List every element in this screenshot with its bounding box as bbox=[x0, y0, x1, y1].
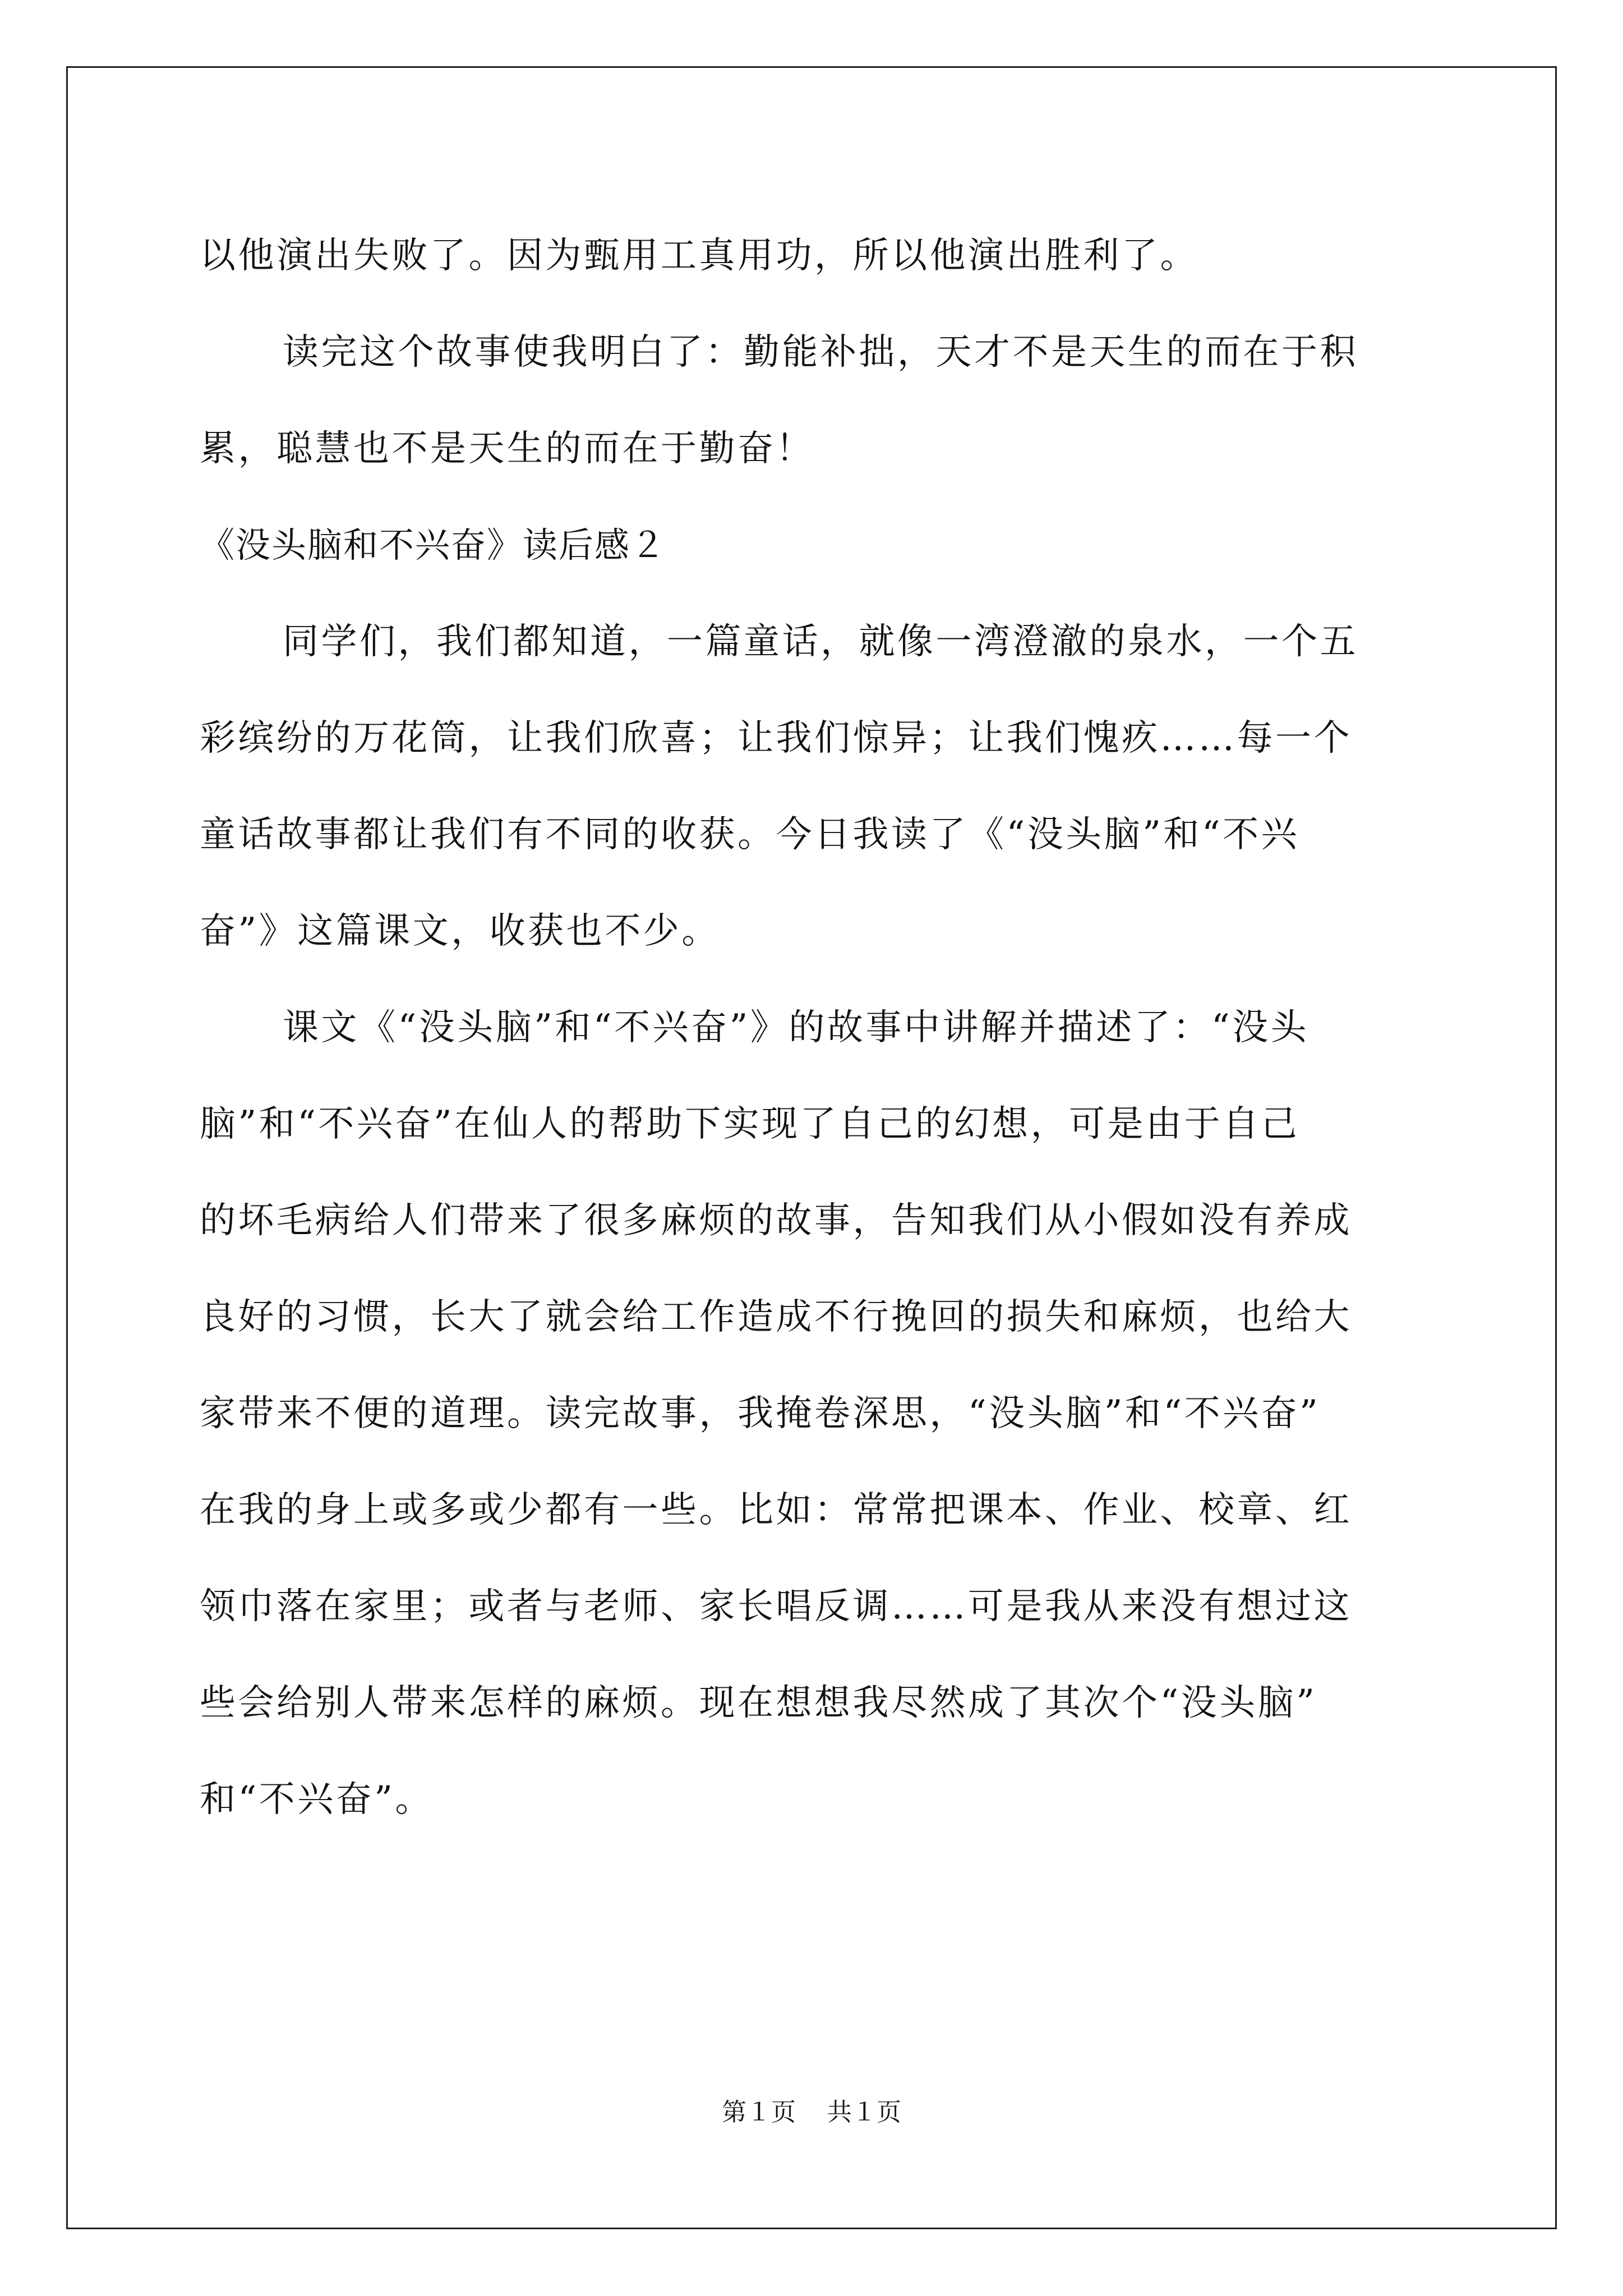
text-line: 童话故事都让我们有不同的收获。今日我读了《“没头脑”和“不兴 bbox=[200, 814, 1300, 855]
page-number: 第１页 bbox=[722, 2098, 796, 2127]
paragraph-line: 同学们，我们都知道，一篇童话，就像一湾澄澈的泉水，一个五 bbox=[283, 621, 1358, 662]
document-body bbox=[200, 208, 1428, 1848]
text-line: 和“不兴奋”。 bbox=[200, 1779, 434, 1820]
text-line: 良好的习惯，长大了就会给工作造成不行挽回的损失和麻烦，也给大 bbox=[200, 1296, 1352, 1338]
paragraph-line: 课文《“没头脑”和“不兴奋”》的故事中讲解并描述了：“没头 bbox=[283, 1007, 1310, 1048]
text-line: 在我的身上或多或少都有一些。比如：常常把课本、作业、校章、红 bbox=[200, 1489, 1352, 1531]
text-line: 彩缤纷的万花筒，让我们欣喜；让我们惊异；让我们愧疚……每一个 bbox=[200, 717, 1352, 759]
text-line: 奋”》这篇课文，收获也不少。 bbox=[200, 910, 720, 952]
text-line: 以他演出失败了。因为甄用工真用功，所以他演出胜利了。 bbox=[200, 235, 1198, 277]
section-heading: 《没头脑和不兴奋》读后感２ bbox=[200, 524, 667, 565]
page-footer bbox=[0, 2096, 1623, 2129]
text-line: 脑”和“不兴奋”在仙人的帮助下实现了自己的幻想，可是由于自己 bbox=[200, 1103, 1300, 1145]
page-total: 共１页 bbox=[827, 2098, 901, 2127]
text-line: 累，聪慧也不是天生的而在于勤奋！ bbox=[200, 428, 814, 470]
paragraph-line: 读完这个故事使我明白了：勤能补拙，天才不是天生的而在于积 bbox=[283, 332, 1358, 373]
text-line: 家带来不便的道理。读完故事，我掩卷深思，“没头脑”和“不兴奋” bbox=[200, 1393, 1321, 1434]
text-line: 些会给别人带来怎样的麻烦。现在想想我尽然成了其次个“没头脑” bbox=[200, 1682, 1317, 1724]
text-line: 的坏毛病给人们带来了很多麻烦的故事，告知我们从小假如没有养成 bbox=[200, 1200, 1352, 1241]
text-line: 领巾落在家里；或者与老师、家长唱反调……可是我从来没有想过这 bbox=[200, 1586, 1352, 1627]
